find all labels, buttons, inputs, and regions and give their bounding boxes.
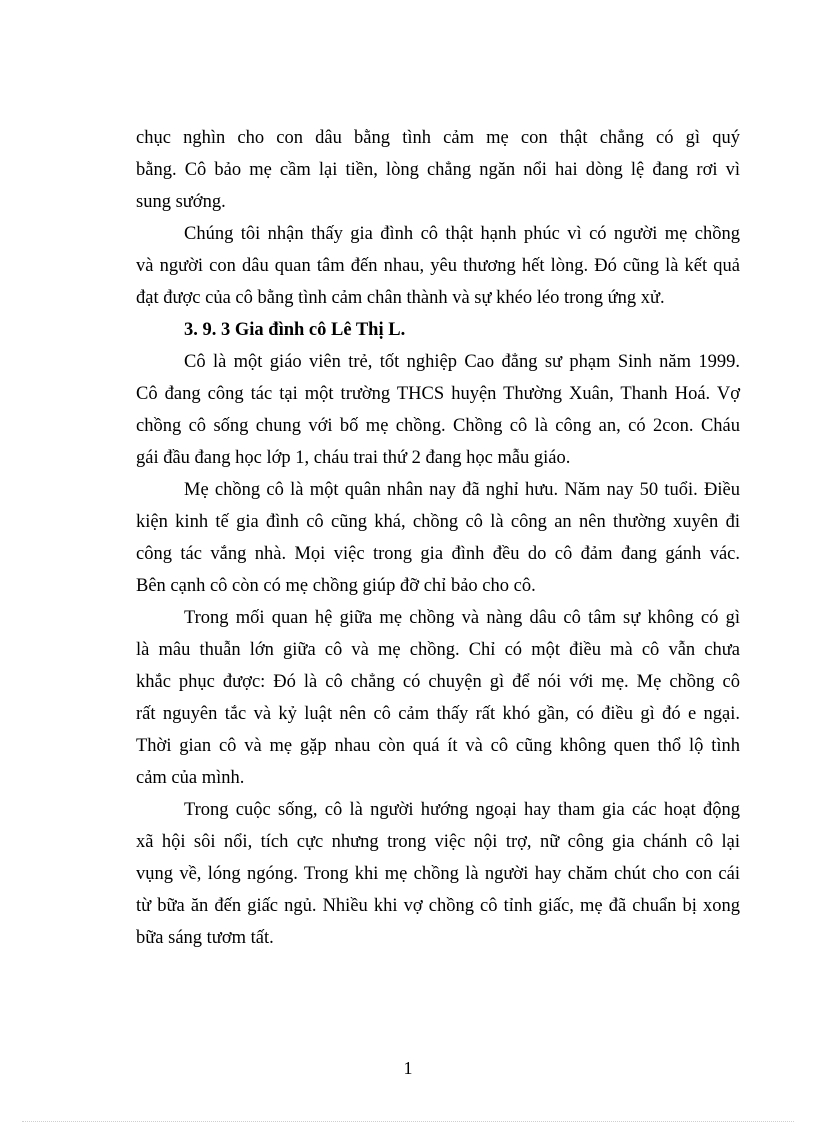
paragraph (136, 218, 740, 314)
document-body (136, 122, 740, 954)
text-line: và người con dâu quan tâm đến nhau, yêu thương hết lòng. Đó cũng là kết quả (136, 256, 740, 276)
text-line: Thời gian cô và mẹ gặp nhau còn quá ít và cô cũng không quen thổ lộ tình (136, 736, 740, 756)
section-heading: 3. 9. 3 Gia đình cô Lê Thị L. (184, 320, 406, 340)
text-line: khắc phục được: Đó là cô chẳng có chuyện gì để nói với mẹ. Mẹ chồng cô (136, 672, 740, 692)
page-number: 1 (403, 1058, 413, 1078)
text-line: Trong cuộc sống, cô là người hướng ngoại hay tham gia các hoạt động (184, 800, 740, 820)
text-line: công tác vắng nhà. Mọi việc trong gia đình đều do cô đảm đang gánh vác. (136, 544, 740, 564)
text-line: Chúng tôi nhận thấy gia đình cô thật hạnh phúc vì có người mẹ chồng (184, 224, 740, 244)
text-line: chục nghìn cho con dâu bằng tình cảm mẹ con thật chẳng có gì quý (136, 128, 740, 148)
paragraph (136, 346, 740, 474)
paragraph (136, 122, 740, 218)
paragraph (136, 602, 740, 794)
text-line: đạt được của cô bằng tình cảm chân thành và sự khéo léo trong ứng xử. (136, 288, 665, 308)
text-line: là mâu thuẫn lớn giữa cô và mẹ chồng. Chỉ có một điều mà cô vẫn chưa (136, 640, 740, 660)
paragraph (136, 794, 740, 954)
text-line: Mẹ chồng cô là một quân nhân nay đã nghỉ hưu. Năm nay 50 tuổi. Điều (184, 480, 740, 500)
text-line: bằng. Cô bảo mẹ cầm lại tiền, lòng chẳng ngăn nổi hai dòng lệ đang rơi vì (136, 160, 740, 180)
text-line: Cô là một giáo viên trẻ, tốt nghiệp Cao đẳng sư phạm Sinh năm 1999. (184, 352, 740, 372)
text-line: Bên cạnh cô còn có mẹ chồng giúp đỡ chỉ bảo cho cô. (136, 576, 536, 596)
text-line: vụng về, lóng ngóng. Trong khi mẹ chồng là người hay chăm chút cho con cái (136, 864, 740, 884)
text-line: bữa sáng tươm tất. (136, 928, 274, 948)
text-line: rất nguyên tắc và kỷ luật nên cô cảm thấy rất khó gần, có điều gì đó e ngại. (136, 704, 740, 724)
text-line: từ bữa ăn đến giấc ngủ. Nhiều khi vợ chồng cô tỉnh giấc, mẹ đã chuẩn bị xong (136, 896, 740, 916)
paragraph (136, 474, 740, 602)
text-line: Cô đang công tác tại một trường THCS huyện Thường Xuân, Thanh Hoá. Vợ (136, 384, 740, 404)
text-line: kiện kinh tế gia đình cô cũng khá, chồng cô là công an nên thường xuyên đi (136, 512, 740, 532)
text-line: xã hội sôi nổi, tích cực nhưng trong việc nội trợ, nữ công gia chánh cô lại (136, 832, 740, 852)
text-line: cảm của mình. (136, 768, 245, 788)
text-line: chồng cô sống chung với bố mẹ chồng. Chồng cô là công an, có 2con. Cháu (136, 416, 740, 436)
text-line: Trong mối quan hệ giữa mẹ chồng và nàng dâu cô tâm sự không có gì (184, 608, 740, 628)
text-line: gái đầu đang học lớp 1, cháu trai thứ 2 đang học mẫu giáo. (136, 448, 571, 468)
page-bottom-divider (22, 1121, 794, 1122)
text-line: sung sướng. (136, 192, 226, 212)
